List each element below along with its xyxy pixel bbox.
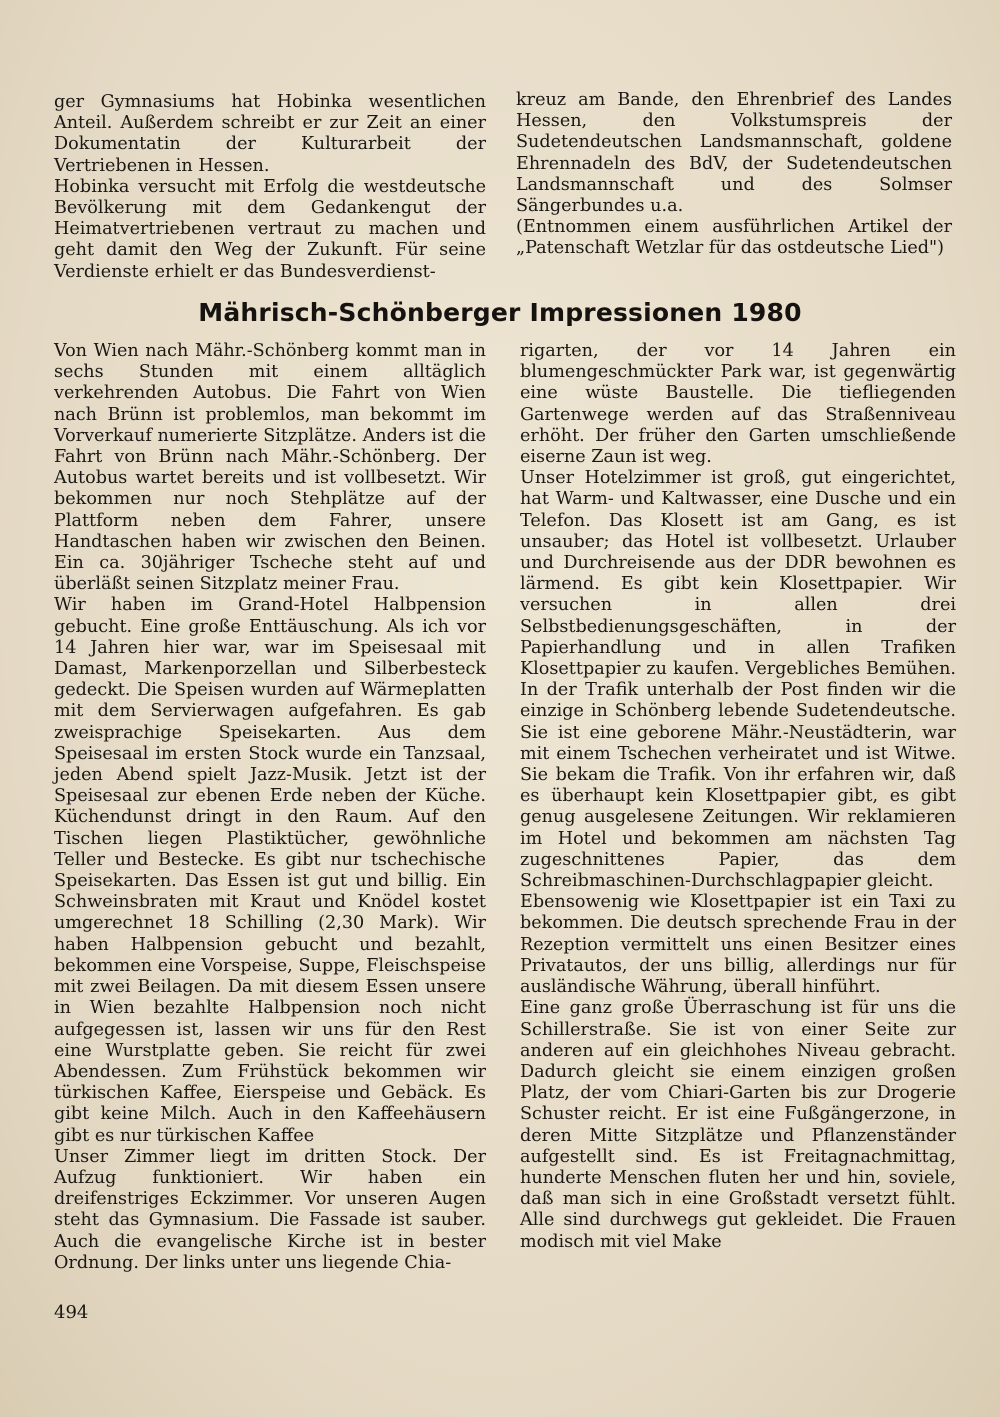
article-left-column: [54, 341, 486, 1274]
previous-article-left-column: [54, 92, 486, 283]
article-right-column: [520, 341, 956, 1253]
page-number: 494: [54, 1302, 89, 1323]
article-title: Mährisch-Schönberger Impressionen 1980: [198, 298, 802, 327]
paragraph: Unser Zimmer liegt im dritten Stock. Der Aufzug funktioniert. Wir haben ein dreifenstriges Eckzimmer. Vor unseren Augen steht das Gymnasium. Die Fassade ist sauber. Auch die evangelische Kirche ist in bester Ordnung. Der links unter uns liegende Chia-: [54, 1146, 486, 1273]
paragraph: Von Wien nach Mähr.-Schönberg kommt man in sechs Stunden mit einem alltäglich verkehrenden Autobus. Die Fahrt von Wien nach Brünn ist problemlos, man bekommt im Vorverkauf numerierte Sitzplätze. Anders ist die Fahrt von Brünn nach Mähr.-Schönberg. Der Autobus wartet bereits und ist vollbesetzt. Wir bekommen nur noch Stehplätze auf der Plattform neben dem Fahrer, unsere Handtaschen haben wir zwischen den Beinen. Ein ca. 30jähriger Tscheche steht auf und überläßt seinen Sitzplatz meiner Frau.: [54, 341, 486, 595]
paragraph: Wir haben im Grand-Hotel Halbpension gebucht. Eine große Enttäuschung. Als ich vor 14 Jahren hier war, war im Speisesaal mit Damast, Markenporzellan und Silberbesteck gedeckt. Die Speisen wurden auf Wärmeplatten mit dem Servierwagen aufgefahren. Es gab zweisprachige Speisekarten. Aus dem Speisesaal im ersten Stock wurde ein Tanzsaal, jeden Abend spielt Jazz-Musik. Jetzt ist der Speisesaal zur ebenen Erde neben der Küche. Küchendunst dringt in den Raum. Auf den Tischen liegen Plastiktücher, gewöhnliche Teller und Bestecke. Es gibt nur tschechische Speisekarten. Das Essen ist gut und billig. Ein Schweinsbraten mit Kraut und Knödel kostet umgerechnet 18 Schilling (2,30 Mark). Wir haben Halbpension gebucht und bezahlt, bekommen eine Vorspeise, Suppe, Fleischspeise mit zwei Beilagen. Da mit diesem Essen unsere in Wien bezahlte Halbpension noch nicht aufgegessen ist, lassen wir uns für den Rest eine Wurstplatte geben. Sie reicht für zwei Abendessen. Zum Frühstück bekommen wir türkischen Kaffee, Eierspeise und Gebäck. Es gibt keine Milch. Auch in den Kaffeehäusern gibt es nur türkischen Kaffee: [54, 595, 486, 1146]
paragraph: kreuz am Bande, den Ehrenbrief des Landes Hessen, den Volkstumspreis der Sudetendeutschen Landsmannschaft, goldene Ehrennadeln des BdV, der Sudetendeutschen Landsmannschaft und des Solmser Sängerbundes u.a.: [516, 90, 952, 217]
paragraph: Hobinka versucht mit Erfolg die westdeutsche Bevölkerung mit dem Gedankengut der Heimatvertriebenen vertraut zu machen und geht damit den Weg der Zukunft. Für seine Verdienste erhielt er das Bundesverdienst-: [54, 176, 486, 282]
paragraph: Ebensowenig wie Klosettpapier ist ein Taxi zu bekommen. Die deutsch sprechende Frau in der Rezeption vermittelt uns einen Besitzer eines Privatautos, der uns billig, allerdings nur für ausländische Währung, überall hinführt.: [520, 892, 956, 998]
paragraph: rigarten, der vor 14 Jahren ein blumengeschmückter Park war, ist gegenwärtig eine wüste Baustelle. Die tiefliegenden Gartenwege werden auf das Straßenniveau erhöht. Der früher den Garten umschließende eiserne Zaun ist weg.: [520, 341, 956, 468]
paragraph: Unser Hotelzimmer ist groß, gut eingerichtet, hat Warm- und Kaltwasser, eine Dusche und ein Telefon. Das Klosett ist am Gang, es ist unsauber; das Hotel ist vollbesetzt. Urlauber und Durchreisende aus der DDR bewohnen es lärmend. Es gibt kein Klosettpapier. Wir versuchen in allen drei Selbstbedienungsgeschäften, in der Papierhandlung und in allen Trafiken Klosettpapier zu kaufen. Vergebliches Bemühen. In der Trafik unterhalb der Post finden wir die einzige in Schönberg lebende Sudetendeutsche. Sie ist eine geborene Mähr.-Neustädterin, war mit einem Tschechen verheiratet und ist Witwe. Sie bekam die Trafik. Von ihr erfahren wir, daß es überhaupt kein Klosettpapier gibt, es gibt genug ausgelesene Zeitungen. Wir reklamieren im Hotel und bekommen am nächsten Tag zugeschnittenes Papier, das dem Schreibmaschinen-Durchschlagpapier gleicht.: [520, 468, 956, 892]
paragraph: Eine ganz große Überraschung ist für uns die Schillerstraße. Sie ist von einer Seite zur anderen auf ein gleichhohes Niveau gebracht. Dadurch gleicht sie einem einzigen großen Platz, der vom Chiari-Garten bis zur Drogerie Schuster reicht. Er ist eine Fußgängerzone, in deren Mitte Sitzplätze und Pflanzenständer aufgestellt sind. Es ist Freitagnachmittag, hunderte Menschen fluten her und hin, soviele, daß man sich in eine Großstadt versetzt fühlt. Alle sind durchwegs gut gekleidet. Die Frauen modisch mit viel Make: [520, 998, 956, 1252]
paragraph: ger Gymnasiums hat Hobinka wesentlichen Anteil. Außerdem schreibt er zur Zeit an einer Dokumentatin der Kulturarbeit der Vertriebenen in Hessen.: [54, 92, 486, 176]
paragraph: (Entnommen einem ausführlichen Artikel der „Patenschaft Wetzlar für das ostdeutsche Lied"): [516, 217, 952, 259]
previous-article-right-column: [516, 90, 952, 260]
